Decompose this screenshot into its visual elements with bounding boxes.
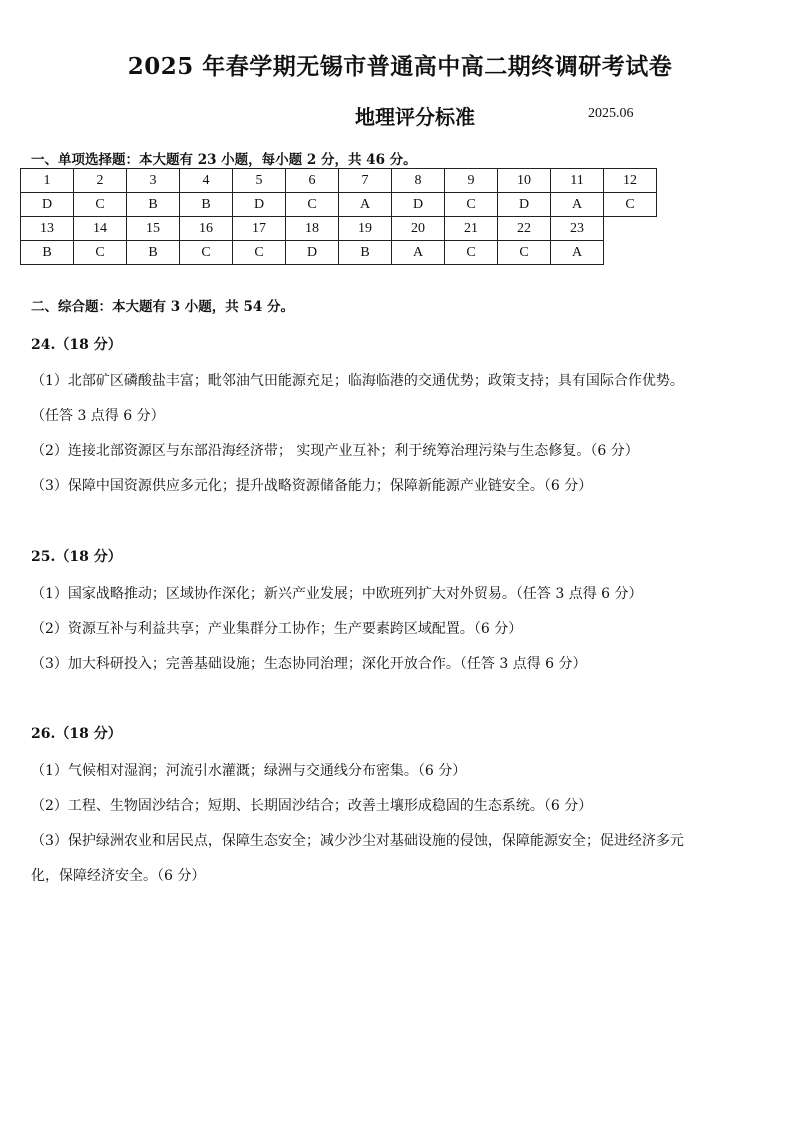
table-cell: A <box>339 193 392 217</box>
table-cell: C <box>445 193 498 217</box>
table-cell: A <box>551 193 604 217</box>
table-cell-empty <box>604 241 657 265</box>
answer-line: （任答 3 点得 6 分） <box>31 408 165 424</box>
table-cell: C <box>74 241 127 265</box>
question-25-heading: 25.（18 分） <box>31 549 122 565</box>
table-cell: D <box>286 241 339 265</box>
table-cell: C <box>604 193 657 217</box>
table-cell: 23 <box>551 217 604 241</box>
table-cell: 11 <box>551 169 604 193</box>
table-cell-empty <box>604 217 657 241</box>
table-cell: 1 <box>21 169 74 193</box>
question-24-heading: 24.（18 分） <box>31 337 122 353</box>
table-cell: 7 <box>339 169 392 193</box>
answer-key-table <box>20 168 657 265</box>
table-cell: 22 <box>498 217 551 241</box>
table-cell: 12 <box>604 169 657 193</box>
table-cell: 9 <box>445 169 498 193</box>
table-cell: 5 <box>233 169 286 193</box>
table-cell: C <box>74 193 127 217</box>
question-26-heading: 26.（18 分） <box>31 726 122 742</box>
table-cell: B <box>21 241 74 265</box>
table-row <box>21 241 657 265</box>
table-cell: C <box>445 241 498 265</box>
table-cell: B <box>339 241 392 265</box>
table-cell: 19 <box>339 217 392 241</box>
section-1-heading: 一、单项选择题：本大题有 23 小题，每小题 2 分，共 46 分。 <box>31 152 417 168</box>
table-cell: D <box>21 193 74 217</box>
table-cell: 16 <box>180 217 233 241</box>
table-cell: 17 <box>233 217 286 241</box>
section-2-heading: 二、综合题：本大题有 3 小题，共 54 分。 <box>31 299 294 315</box>
table-cell: 6 <box>286 169 339 193</box>
answer-line: （2）工程、生物固沙结合；短期、长期固沙结合；改善土壤形成稳固的生态系统。（6 分） <box>31 798 593 814</box>
answer-line: （1）国家战略推动；区域协作深化；新兴产业发展；中欧班列扩大对外贸易。（任答 3 点得 6 分） <box>31 586 643 602</box>
table-cell: A <box>392 241 445 265</box>
table-cell: 10 <box>498 169 551 193</box>
table-cell: C <box>233 241 286 265</box>
table-cell: D <box>233 193 286 217</box>
table-cell: 3 <box>127 169 180 193</box>
answer-line: 化，保障经济安全。（6 分） <box>31 868 206 884</box>
table-cell: 21 <box>445 217 498 241</box>
table-cell: 13 <box>21 217 74 241</box>
table-row <box>21 169 657 193</box>
table-cell: B <box>180 193 233 217</box>
table-cell: C <box>180 241 233 265</box>
answer-line: （2）资源互补与利益共享；产业集群分工协作；生产要素跨区域配置。（6 分） <box>31 621 523 637</box>
table-cell: D <box>392 193 445 217</box>
answer-line: （2）连接北部资源区与东部沿海经济带； 实现产业互补；利于统筹治理污染与生态修复。（6 分） <box>31 443 639 459</box>
table-cell: 20 <box>392 217 445 241</box>
table-cell: 18 <box>286 217 339 241</box>
table-cell: B <box>127 241 180 265</box>
document-subtitle: 地理评分标准 <box>355 105 475 129</box>
answer-line: （3）保护绿洲农业和居民点，保障生态安全；减少沙尘对基础设施的侵蚀，保障能源安全；促进经济多元 <box>31 833 684 849</box>
answer-line: （3）保障中国资源供应多元化；提升战略资源储备能力；保障新能源产业链安全。（6 分） <box>31 478 593 494</box>
table-row <box>21 217 657 241</box>
table-cell: B <box>127 193 180 217</box>
table-cell: D <box>498 193 551 217</box>
table-cell: A <box>551 241 604 265</box>
table-cell: 8 <box>392 169 445 193</box>
table-cell: C <box>498 241 551 265</box>
table-cell: 14 <box>74 217 127 241</box>
answer-line: （1）北部矿区磷酸盐丰富；毗邻油气田能源充足；临海临港的交通优势；政策支持；具有国际合作优势。 <box>31 373 684 389</box>
table-cell: C <box>286 193 339 217</box>
answer-line: （3）加大科研投入；完善基础设施；生态协同治理；深化开放合作。（任答 3 点得 6 分） <box>31 656 587 672</box>
document-date: 2025.06 <box>588 106 634 121</box>
table-cell: 2 <box>74 169 127 193</box>
table-row <box>21 193 657 217</box>
table-cell: 15 <box>127 217 180 241</box>
answer-line: （1）气候相对湿润；河流引水灌溉；绿洲与交通线分布密集。（6 分） <box>31 763 467 779</box>
document-title: 2025 年春学期无锡市普通高中高二期终调研考试卷 <box>127 53 673 80</box>
table-cell: 4 <box>180 169 233 193</box>
